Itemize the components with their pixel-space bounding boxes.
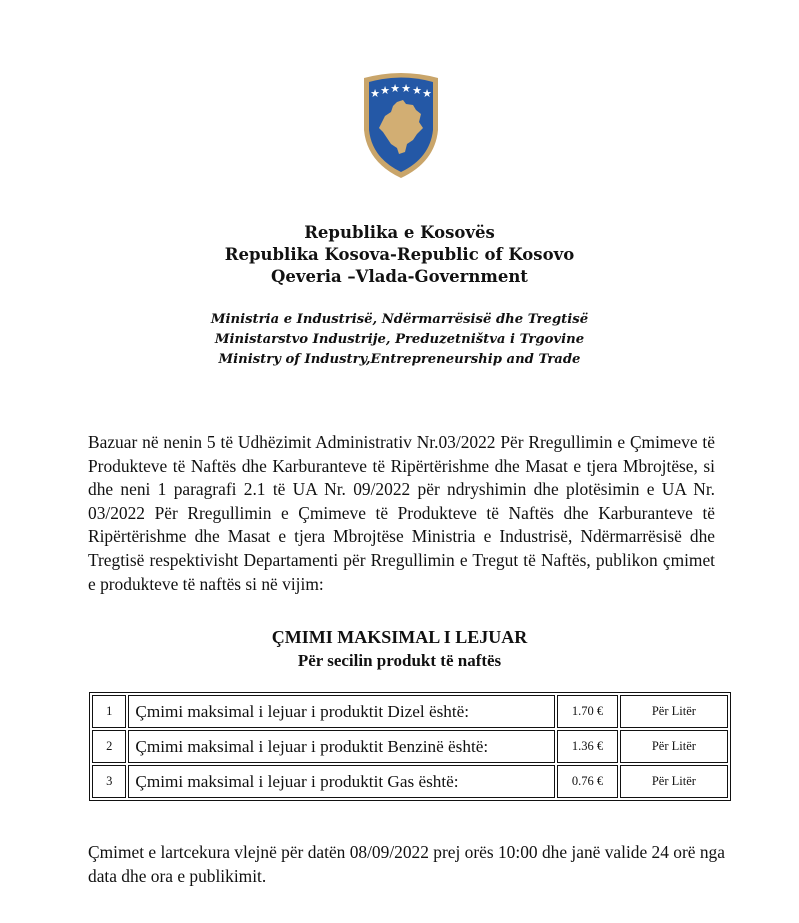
price-unit: Për Litër (620, 765, 728, 798)
table-row (92, 695, 728, 728)
price-section-title: ÇMIMI MAKSIMAL I LEJUAR (271, 627, 528, 647)
product-price: 1.36 € (557, 730, 618, 763)
country-name-albanian: Republika e Kosovës (304, 223, 495, 242)
product-description: Çmimi maksimal i lejuar i produktit Gas është: (128, 765, 555, 798)
svg-text:★: ★ (401, 82, 411, 95)
price-table (89, 692, 731, 801)
ministry-name-albanian: Ministria e Industrisë, Ndërmarrësisë dhe Tregtisë (210, 312, 589, 327)
price-unit: Për Litër (620, 730, 728, 763)
table-row (92, 765, 728, 798)
government-name: Qeveria –Vlada-Government (271, 267, 528, 286)
row-number: 3 (92, 765, 126, 798)
country-name-multilingual: Republika Kosova-Republic of Kosovo (224, 245, 575, 264)
product-price: 1.70 € (557, 695, 618, 728)
validity-note: Çmimet e lartcekura vlejnë për datën 08/09/2022 prej orës 10:00 dhe janë valide 24 orë nga data dhe ora e publikimit. (88, 842, 725, 886)
price-unit: Për Litër (620, 695, 728, 728)
svg-text:★: ★ (370, 87, 380, 100)
svg-text:★: ★ (422, 87, 432, 100)
svg-text:★: ★ (380, 84, 390, 97)
svg-text:★: ★ (412, 84, 422, 97)
row-number: 1 (92, 695, 126, 728)
ministry-name-english: Ministry of Industry,Entrepreneurship and Trade (218, 352, 581, 367)
table-row (92, 730, 728, 763)
row-number: 2 (92, 730, 126, 763)
product-description: Çmimi maksimal i lejuar i produktit Benzinë është: (128, 730, 555, 763)
product-description: Çmimi maksimal i lejuar i produktit Dizel është: (128, 695, 555, 728)
ministry-name-serbian: Ministarstvo Industrije, Preduzetništva i Trgovine (214, 332, 585, 347)
product-price: 0.76 € (557, 765, 618, 798)
legal-basis-paragraph: Bazuar në nenin 5 të Udhëzimit Administrativ Nr.03/2022 Për Rregullimin e Çmimeve të Produkteve të Naftës dhe Karburanteve të Ripërtërishme dhe Masat e tjera Mbrojtëse, si dhe neni 1 paragrafi 2.1 të UA Nr. 09/2022 për ndryshimin dhe plotësimin e UA Nr. 03/2022 Për Rregullimin e Çmimeve të Produkteve të Naftës dhe Karburanteve të Ripërtërishme dhe Masat e tjera Mbrojtëse Ministria e Industrisë, Ndërmarrësisë dhe Tregtisë respektivisht Departamenti për Rregullimin e Tregut të Naftës, publikon çmimet e produkteve të naftës si në vijim: (88, 432, 715, 594)
price-section-subtitle: Për secilin produkt të naftës (297, 651, 502, 670)
kosovo-coat-of-arms-icon (361, 70, 441, 180)
svg-text:★: ★ (390, 82, 400, 95)
